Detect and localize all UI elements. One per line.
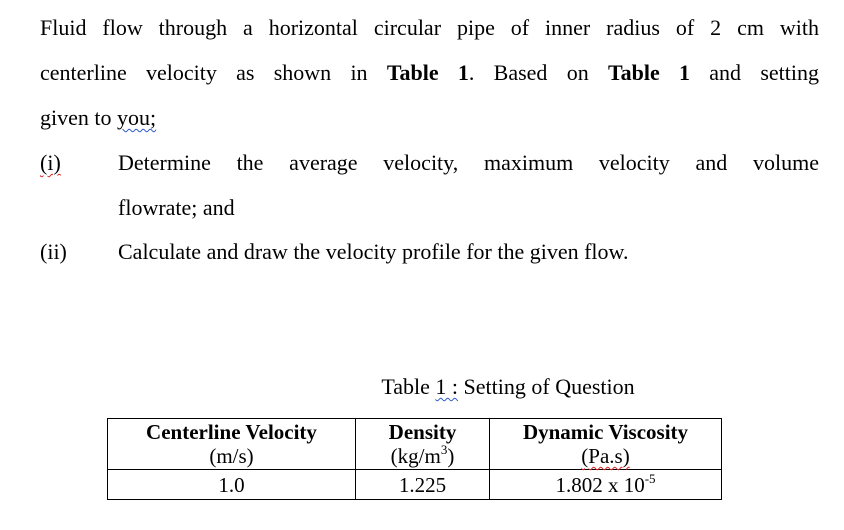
item-label-i [40,148,61,178]
item-label-text: (ii) [40,239,67,264]
unit-text: ) [447,444,455,468]
header-title: Density [388,420,457,444]
unit-text: (Pa.s) [581,444,630,468]
header-dynamic-viscosity [490,419,722,470]
item-label-ii [40,237,67,267]
item-text-ii [118,237,819,267]
paragraph-text: centerline velocity as shown in [40,60,387,85]
paragraph-line-1 [40,13,819,43]
paragraph-line-2 [40,58,819,88]
paragraph-text: . Based on [468,60,608,85]
settings-table [107,418,722,500]
caption-number: 1 : [435,374,459,399]
header-title: Centerline Velocity [146,420,317,444]
item-text: Calculate and draw the velocity profile for the given flow. [118,239,629,264]
cell-centerline-velocity: 1.0 [108,470,356,500]
paragraph-text: and setting [690,60,819,85]
item-text: flowrate; and [118,195,235,220]
header-density [356,419,490,470]
header-title: Dynamic Viscosity [522,420,689,444]
header-unit [490,444,721,468]
item-text: Determine the average velocity, maximum velocity and volume [118,150,819,175]
item-text-i-line-1 [118,148,819,178]
table-row [108,470,722,500]
caption-suffix: Setting of Question [458,374,635,399]
header-unit [356,444,489,468]
caption-prefix: Table [381,374,436,399]
cell-dynamic-viscosity [490,470,722,500]
paragraph-text: given to [40,105,117,130]
paragraph-text: Fluid flow through a horizontal circular pipe of inner radius of 2 cm with [40,15,819,40]
table-header-row [108,419,722,470]
unit-superscript: 3 [440,442,448,457]
item-label-text: (i) [40,150,61,175]
table-caption [0,373,844,401]
table-reference: Table 1 [607,60,691,85]
value-mantissa: 1.802 x 10 [555,472,645,497]
cell-density: 1.225 [356,470,490,500]
table-reference: Table 1 [386,60,469,85]
spellcheck-word: you; [117,105,157,130]
paragraph-line-3 [40,103,819,133]
unit-text: (kg/m [390,444,441,468]
value-exponent: -5 [644,470,656,486]
item-text-i-line-2 [118,193,819,223]
header-unit: (m/s) [209,444,254,468]
header-centerline-velocity [108,419,356,470]
